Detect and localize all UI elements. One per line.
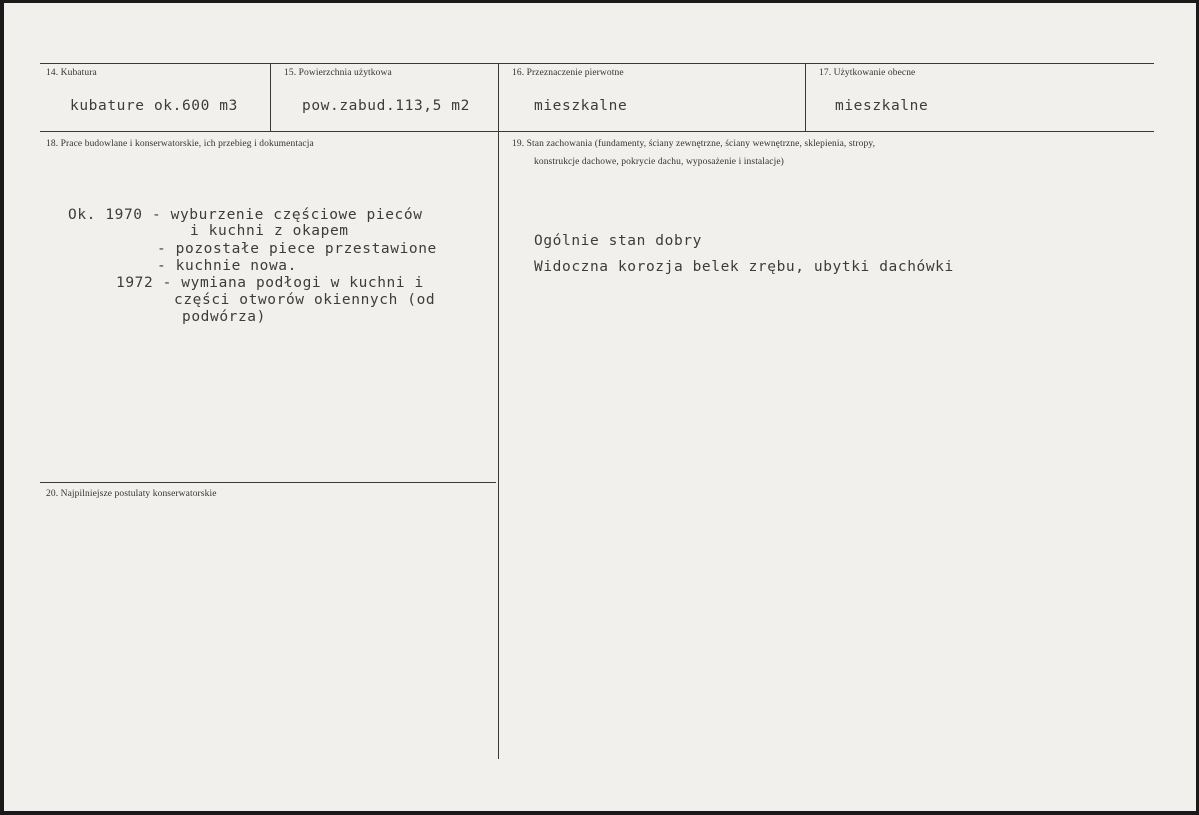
field-19-label-line-1: 19. Stan zachowania (fundamenty, ściany zewnętrzne, ściany wewnętrzne, sklepienia, stropy, (512, 139, 876, 149)
field-18-line-6: części otworów okiennych (od (174, 292, 436, 308)
field-18-line-4: - kuchnie nowa. (157, 258, 297, 274)
col-divider-14-15 (270, 63, 271, 131)
field-16-value: mieszkalne (534, 98, 628, 114)
field-18-line-7: podwórza) (182, 309, 266, 325)
field-15-value: pow.zabud.113,5 m2 (302, 98, 470, 114)
field-14-value: kubature ok.600 m3 (70, 98, 238, 114)
field-17-label: 17. Użytkowanie obecne (819, 68, 916, 78)
field-17-value: mieszkalne (835, 98, 929, 114)
record-card (4, 3, 1196, 811)
field-18-line-2: i kuchni z okapem (190, 223, 349, 239)
field-18-line-1: Ok. 1970 - wyburzenie częściowe pieców (68, 207, 423, 223)
top-rule (40, 63, 1154, 64)
col-divider-16-17 (805, 63, 806, 131)
field-14-label: 14. Kubatura (46, 68, 97, 78)
field-15-label: 15. Powierzchnia użytkowa (284, 68, 392, 78)
left-column-divider (40, 482, 496, 483)
field-19-label-line-2: konstrukcje dachowe, pokrycie dachu, wyposażenie i instalacje) (534, 157, 784, 167)
row-divider-1 (40, 131, 1154, 132)
field-18-line-5: 1972 - wymiana podłogi w kuchni i (116, 275, 424, 291)
field-19-line-1: Ogólnie stan dobry (534, 233, 702, 249)
field-20-label: 20. Najpilniejsze postulaty konserwatorskie (46, 489, 217, 499)
field-18-line-3: - pozostałe piece przestawione (157, 241, 437, 257)
field-19-line-2: Widoczna korozja belek zrębu, ubytki dachówki (534, 259, 954, 275)
field-18-label: 18. Prace budowlane i konserwatorskie, ich przebieg i dokumentacja (46, 139, 314, 149)
field-16-label: 16. Przeznaczenie pierwotne (512, 68, 624, 78)
main-vertical-divider (498, 63, 499, 759)
